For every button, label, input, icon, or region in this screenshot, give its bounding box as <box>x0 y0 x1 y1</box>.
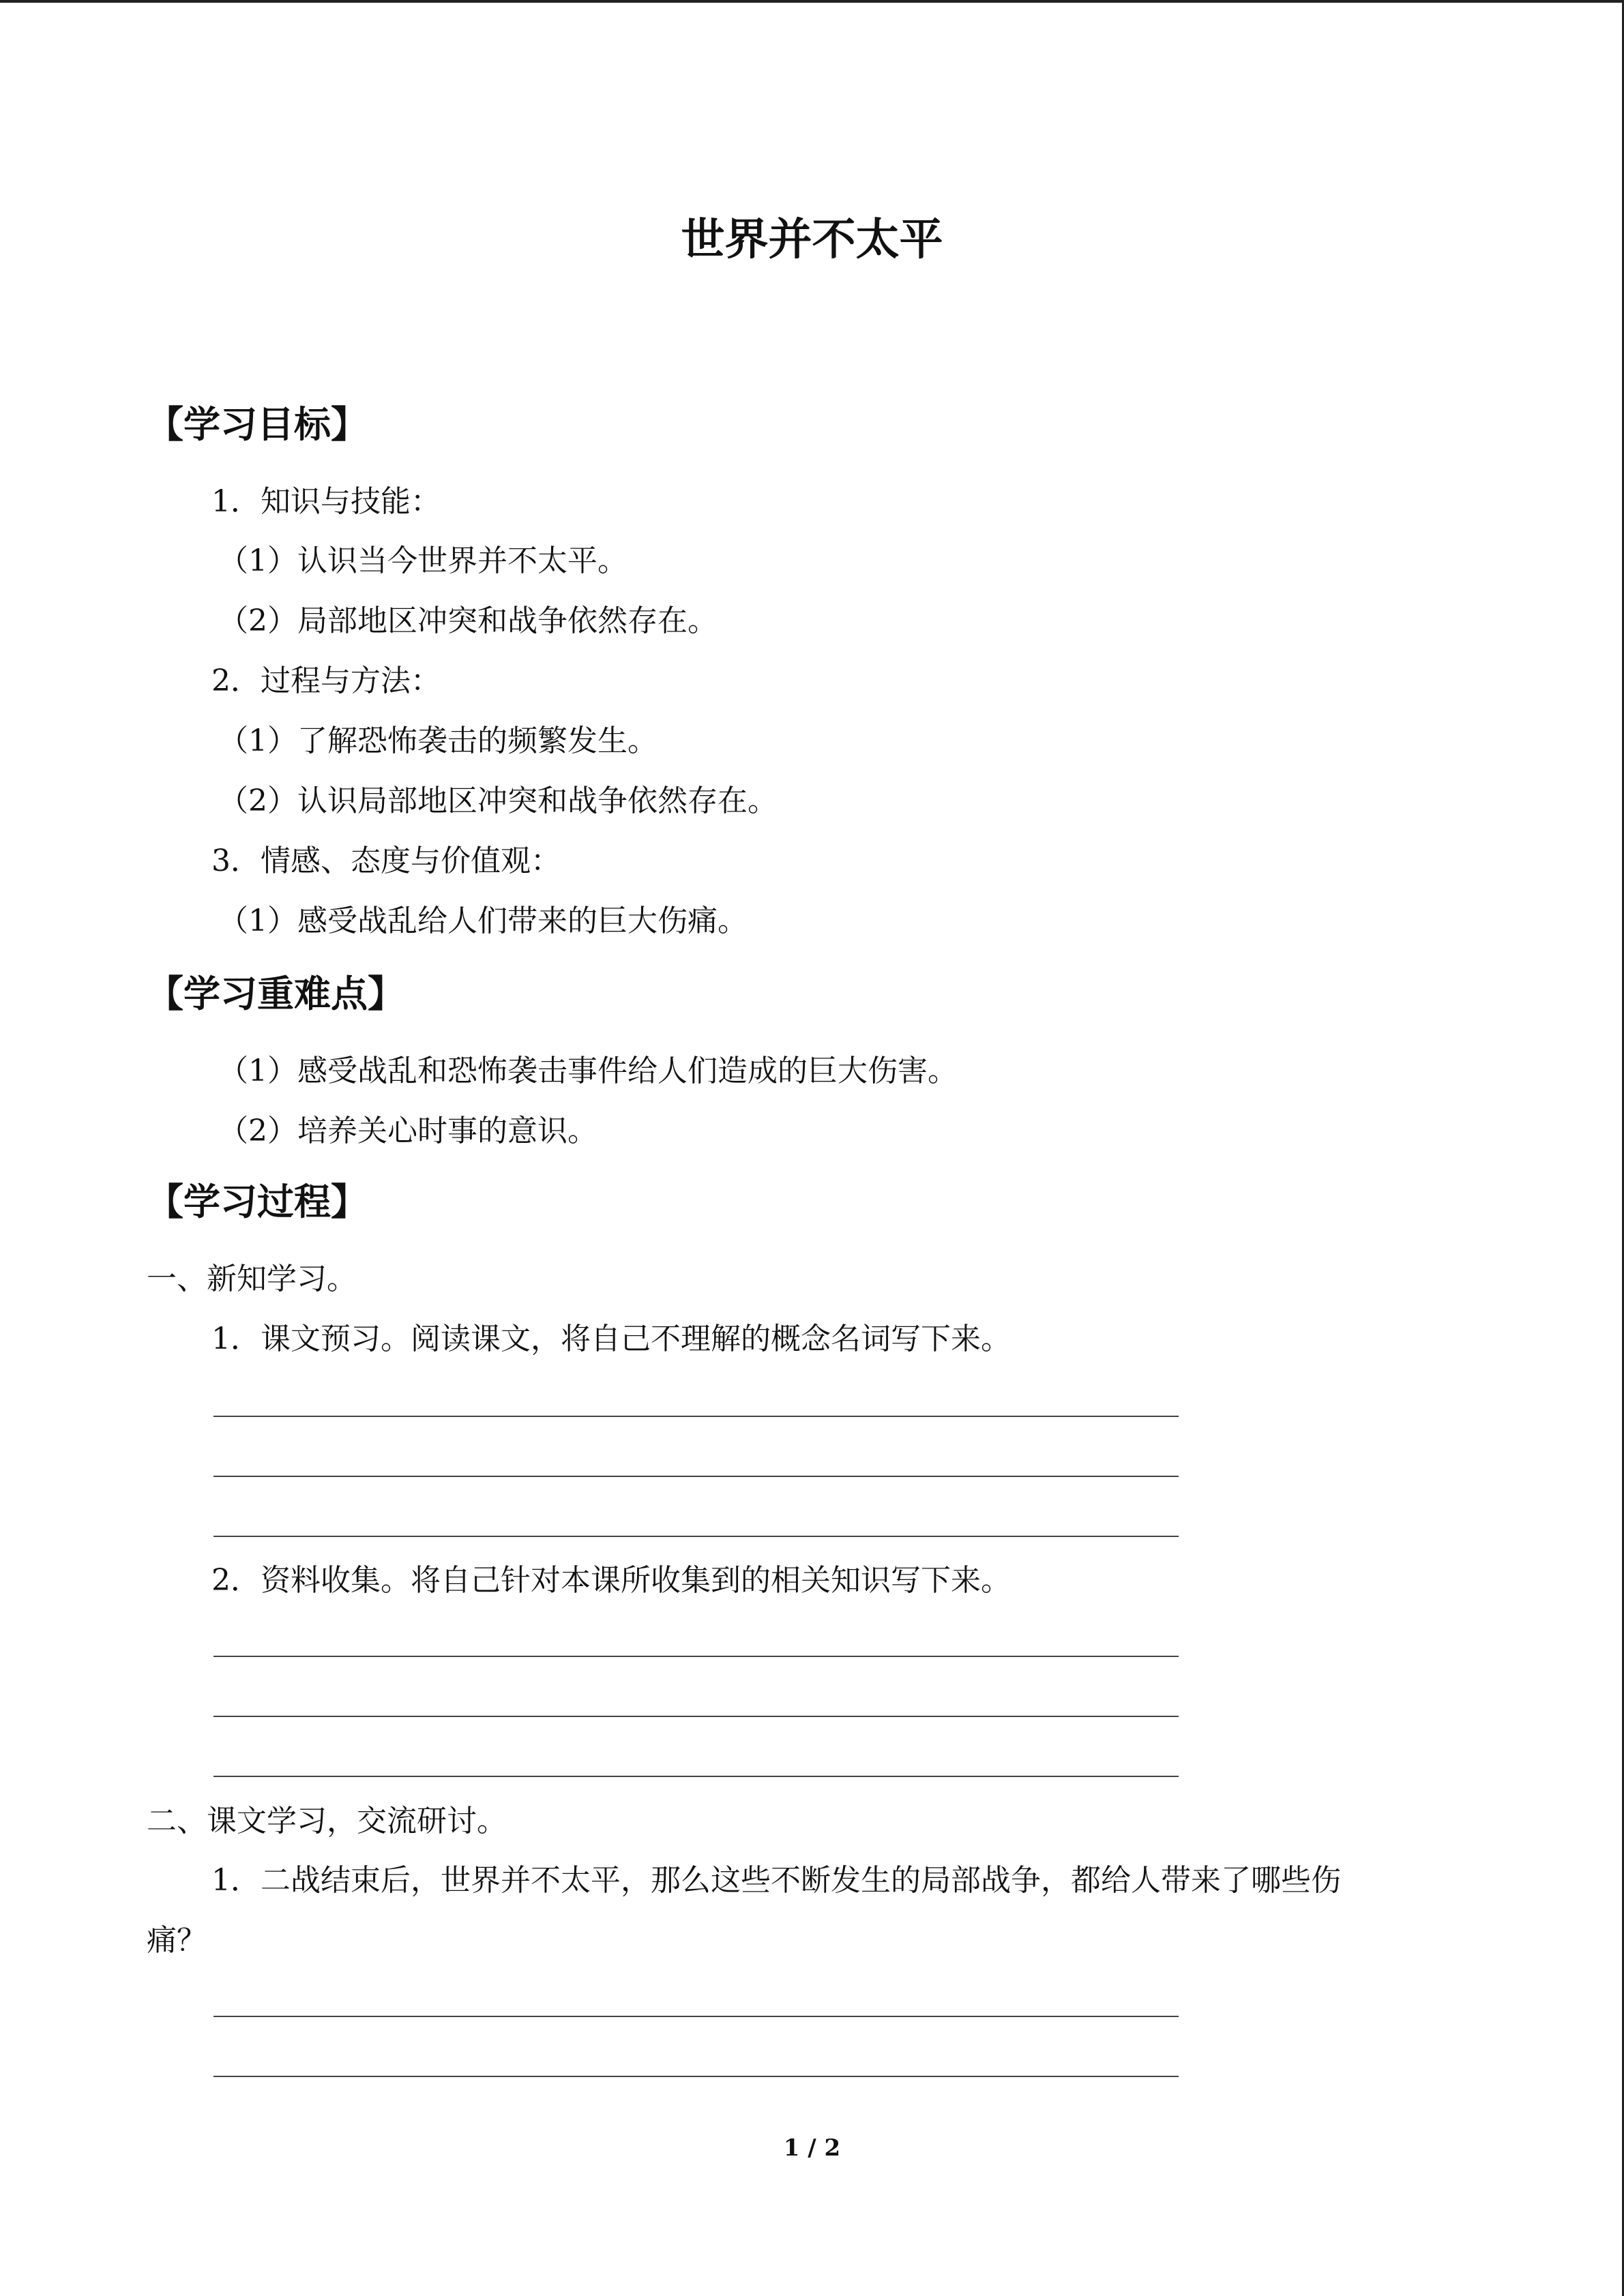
objective-line: 2．过程与方法： <box>211 664 441 698</box>
question-2: 2．资料收集。将自己针对本课所收集到的相关知识写下来。 <box>211 1563 1011 1598</box>
part1-title: 一、新知学习。 <box>147 1262 357 1296</box>
objective-line: （2）认识局部地区冲突和战争依然存在。 <box>218 784 778 818</box>
objective-line: （1）认识当今世界并不太平。 <box>218 543 628 578</box>
page-title: 世界并不太平 <box>681 215 943 265</box>
objective-line: 1．知识与技能： <box>211 484 441 519</box>
question-3-line2: 痛？ <box>147 1923 207 1958</box>
answer-line[interactable] <box>213 1776 1179 1777</box>
page-number: 1 / 2 <box>783 2134 841 2162</box>
answer-line[interactable] <box>213 1416 1179 1417</box>
answer-line[interactable] <box>213 2076 1179 2077</box>
question-3-line1: 1．二战结束后，世界并不太平，那么这些不断发生的局部战争，都给人带来了哪些伤 <box>211 1863 1341 1898</box>
answer-line[interactable] <box>213 1656 1179 1657</box>
process-heading: 【学习过程】 <box>147 1180 368 1223</box>
question-1: 1．课文预习。阅读课文，将自己不理解的概念名词写下来。 <box>211 1322 1011 1356</box>
key-point-line: （2）培养关心时事的意识。 <box>218 1114 597 1148</box>
objective-line: （1）感受战乱给人们带来的巨大伤痛。 <box>218 904 748 938</box>
objective-line: 3．情感、态度与价值观： <box>211 844 561 878</box>
part2-title: 二、课文学习，交流研讨。 <box>147 1804 507 1838</box>
page-border-top <box>0 0 1624 3</box>
key-points-heading: 【学习重难点】 <box>147 972 404 1015</box>
answer-line[interactable] <box>213 2016 1179 2017</box>
objective-line: （2）局部地区冲突和战争依然存在。 <box>218 603 718 638</box>
answer-line[interactable] <box>213 1716 1179 1717</box>
answer-line[interactable] <box>213 1476 1179 1477</box>
objectives-heading: 【学习目标】 <box>147 403 368 446</box>
answer-line[interactable] <box>213 1536 1179 1537</box>
key-point-line: （1）感受战乱和恐怖袭击事件给人们造成的巨大伤害。 <box>218 1054 958 1088</box>
objective-line: （1）了解恐怖袭击的频繁发生。 <box>218 724 658 758</box>
